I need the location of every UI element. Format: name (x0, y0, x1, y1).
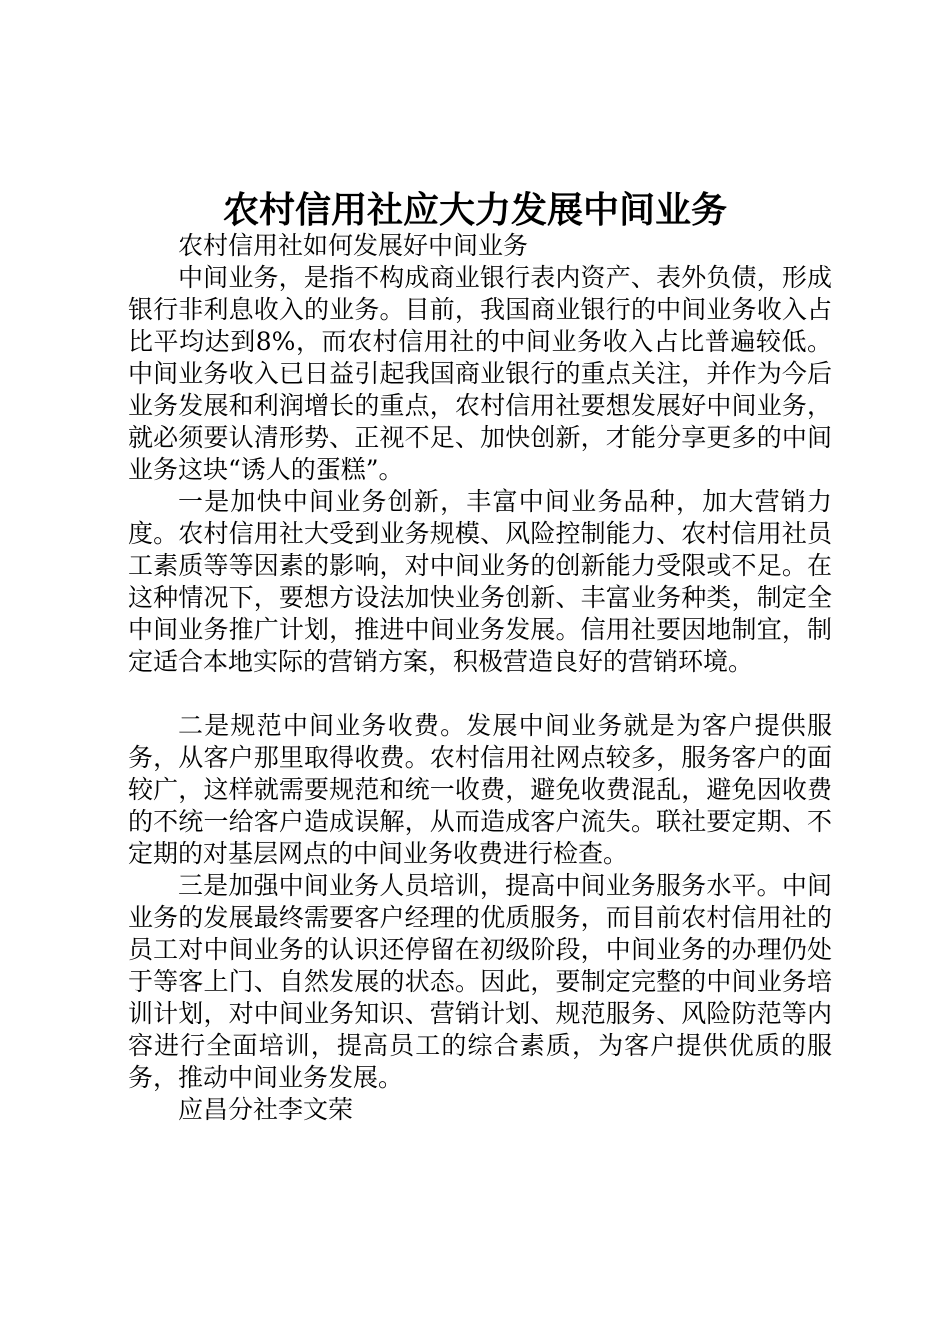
paragraph-fees: 二是规范中间业务收费。发展中间业务就是为客户提供服务，从客户那里取得收费。农村信用社网点较多，服务客户的面较广，这样就需要规范和统一收费，避免收费混乱，避免因收费的不统一给客户造成误解，从而造成客户流失。联社要定期、不定期的对基层网点的中间业务收费进行检查。 (128, 711, 832, 868)
paragraph-intro: 中间业务，是指不构成商业银行表内资产、表外负债，形成银行非利息收入的业务。目前，我国商业银行的中间业务收入占比平均达到8%，而农村信用社的中间业务收入占比普遍较低。中间业务收入已日益引起我国商业银行的重点关注，并作为今后业务发展和利润增长的重点，农村信用社要想发展好中间业务，就必须要认清形势、正视不足、加快创新，才能分享更多的中间业务这块“诱人的蛋糕”。 (128, 263, 832, 484)
paragraph-innovation: 一是加快中间业务创新，丰富中间业务品种，加大营销力度。农村信用社大受到业务规模、风险控制能力、农村信用社员工素质等等因素的影响，对中间业务的创新能力受限或不足。在这种情况下，要想方设法加快业务创新、丰富业务种类，制定全中间业务推广计划，推进中间业务发展。信用社要因地制宜，制定适合本地实际的营销方案，积极营造良好的营销环境。 (128, 487, 832, 676)
paragraph-training: 三是加强中间业务人员培训，提高中间业务服务水平。中间业务的发展最终需要客户经理的优质服务，而目前农村信用社的员工对中间业务的认识还停留在初级阶段，中间业务的办理仍处于等客上门、自然发展的状态。因此，要制定完整的中间业务培训计划，对中间业务知识、营销计划、规范服务、风险防范等内容进行全面培训，提高员工的综合素质，为客户提供优质的服务，推动中间业务发展。 (128, 871, 832, 1092)
document-subtitle: 农村信用社如何发展好中间业务 (178, 231, 529, 260)
document-body (128, 230, 832, 1126)
document-signature: 应昌分社李文荣 (178, 1095, 354, 1124)
document-title: 农村信用社应大力发展中间业务 (222, 189, 727, 231)
